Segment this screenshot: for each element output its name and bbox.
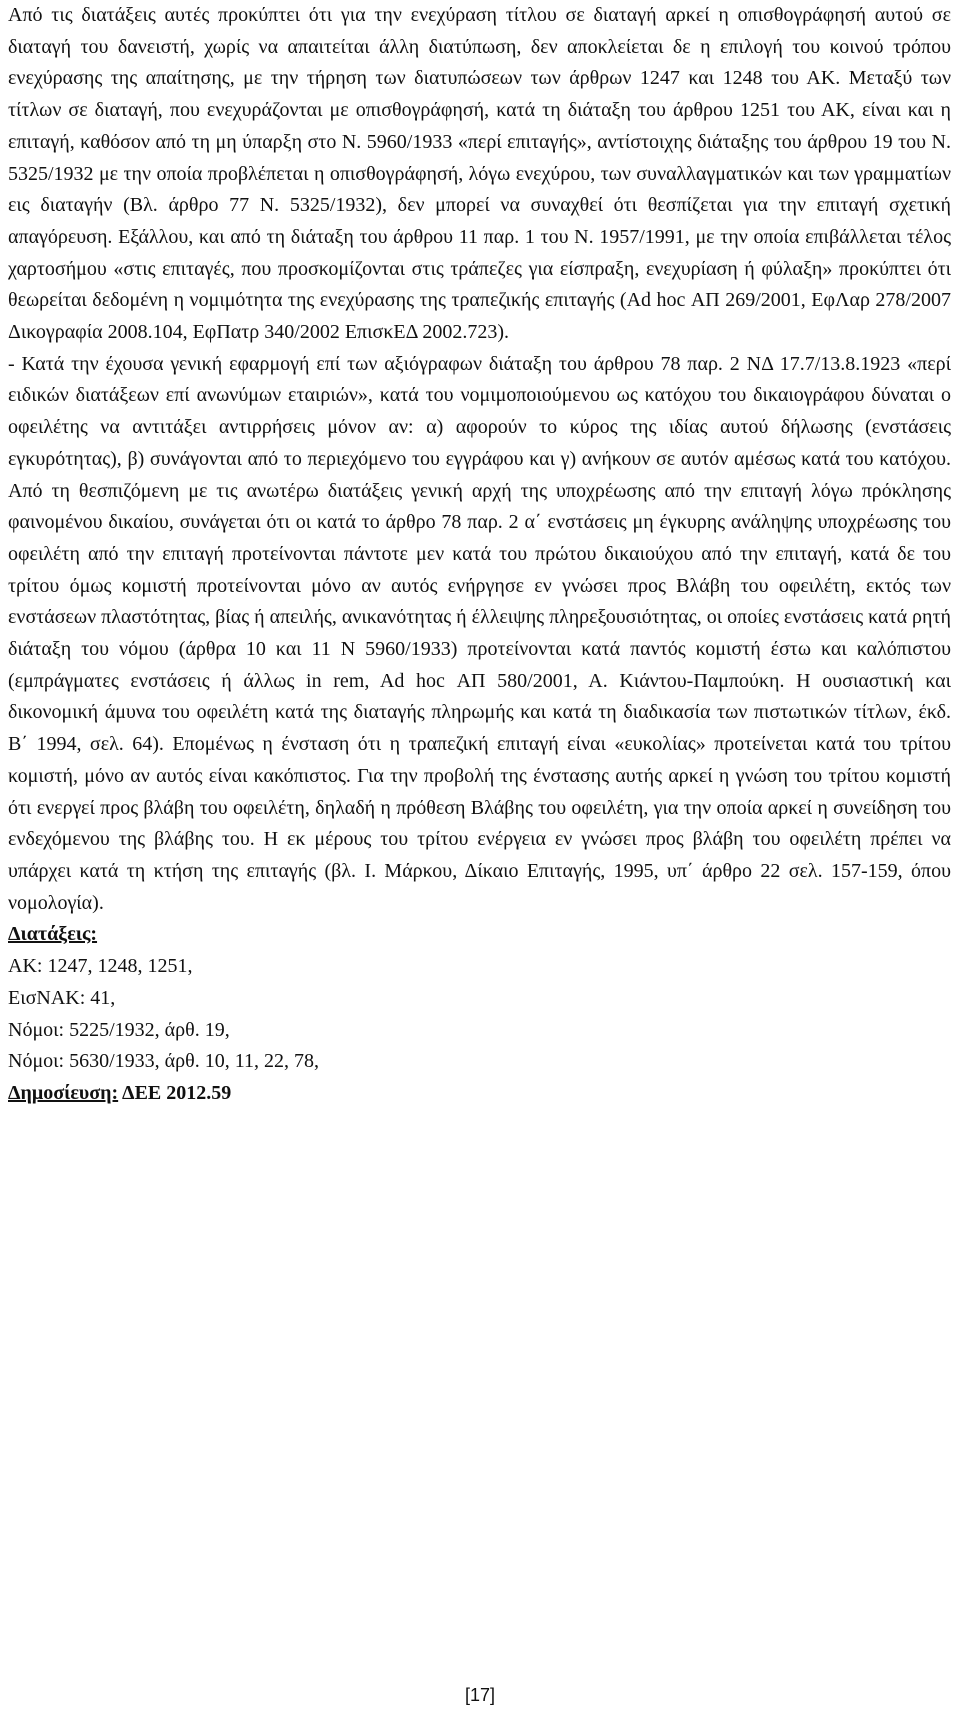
provision-item: ΕισΝΑΚ: 41,: [8, 986, 116, 1009]
provisions-heading: Διατάξεις:: [8, 923, 98, 946]
document-page: [8, 0, 951, 1110]
publication-value: ΔΕΕ 2012.59: [122, 1081, 232, 1104]
provision-item: Νόμοι: 5225/1932, άρθ. 19,: [8, 1018, 230, 1041]
provision-item: Νόμοι: 5630/1933, άρθ. 10, 11, 22, 78,: [8, 1050, 319, 1073]
paragraph: - Κατά την έχουσα γενική εφαρμογή επί των αξιόγραφων διάταξη του άρθρου 78 παρ. 2 ΝΔ 17.7/13.8.1923 «περί ειδικών διατάξεων επί ανωνύμων εταιριών», κατά του νομιμοποιούμενου ως κατόχου του δικαιογράφου δύναται ο οφειλέτης να αντιτάξει αντιρρήσεις μόνον αν: α) αφορούν το κύρος της ιδίας αυτού δήλωσης (ενστάσεις εγκυρότητας), β) συνάγονται από το περιεχόμενο του εγγράφου και γ) ανήκουν σε αυτόν αμέσως κατά του κατόχου. Από τη θεσπιζόμενη με τις ανωτέρω διατάξεις γενική αρχή της υποχρέωσης από την επιταγή λόγω πρόκλησης φαινομένου δικαίου, συνάγεται ότι οι κατά το άρθρο 78 παρ. 2 α΄ ενστάσεις μη έγκυρης ανάληψης υποχρέωσης του οφειλέτη από την επιταγή προτείνονται πάντοτε μεν κατά του πρώτου δικαιούχου από την επιταγή, κατά δε του τρίτου όμως κομιστή προτείνονται μόνο αν αυτός ενήργησε εν γνώσει προς Βλάβη του οφειλέτη, εκτός των ενστάσεων πλαστότητας, βίας ή απειλής, ανικανότητας ή έλλειψης πληρεξουσιότητας, οι οποίες ενστάσεις κατά ρητή διάταξη του νόμου (άρθρα 10 και 11 Ν 5960/1933) προτείνονται κατά παντός κομιστή έστω και καλόπιστου (εμπράγματες ενστάσεις ή άλλως in rem, Ad hoc ΑΠ 580/2001, Α. Κιάντου-Παμπούκη. Η ουσιαστική και δικονομική άμυνα του οφειλέτη κατά της διαταγής πληρωμής και κατά τη διαδικασία των πιστωτικών τίτλων, έκδ. Β΄ 1994, σελ. 64). Επομένως η ένσταση ότι η τραπεζική επιταγή είναι «ευκολίας» προτείνεται κατά του τρίτου κομιστή, μόνο αν αυτός είναι κακόπιστος. Για την προβολή της ένστασης αυτής αρκεί η γνώση του τρίτου κομιστή ότι ενεργεί προς βλάβη του οφειλέτη, δηλαδή η πρόθεση Βλάβης του οφειλέτη, για την οποία αρκεί η συνείδηση του ενδεχόμενου της βλάβης του. Η εκ μέρους του τρίτου ενέργεια εν γνώσει προς βλάβη του οφειλέτη πρέπει να υπάρχει κατά τη κτήση της επιταγής (βλ. Ι. Μάρκου, Δίκαιο Επιταγής, 1995, υπ΄ άρθρο 22 σελ. 157-159, όπου νομολογία).: [8, 352, 951, 914]
paragraph-list: [8, 0, 951, 919]
publication-label: Δημοσίευση:: [8, 1081, 119, 1104]
provisions-section: [8, 919, 951, 1078]
publication-line: [8, 1078, 951, 1110]
page-number: [17]: [464, 1685, 496, 1705]
provision-item: ΑΚ: 1247, 1248, 1251,: [8, 955, 193, 978]
paragraph: Από τις διατάξεις αυτές προκύπτει ότι για την ενεχύραση τίτλου σε διαταγή αρκεί η οπισθογράφησή αυτού σε διαταγή του δανειστή, χωρίς να απαιτείται άλλη διατύπωση, δεν αποκλείεται δε η επιλογή του κοινού τρόπου ενεχύρασης της απαίτησης, με την τήρηση των διατυπώσεων των άρθρων 1247 και 1248 του ΑΚ. Μεταξύ των τίτλων σε διαταγή, που ενεχυράζονται με οπισθογράφησή, κατά τη διάταξη του άρθρου 1251 του ΑΚ, είναι και η επιταγή, καθόσον από τη μη ύπαρξη στο Ν. 5960/1933 «περί επιταγής», αντίστοιχης διάταξης του άρθρου 19 του Ν. 5325/1932 με την οποία προβλέπεται η οπισθογράφησή, λόγω ενεχύρου, των συναλλαγματικών και των γραμματίων εις διαταγήν (Βλ. άρθρο 77 Ν. 5325/1932), δεν μπορεί να συναχθεί ότι θεσπίζεται για την επιταγή σχετική απαγόρευση. Εξάλλου, και από τη διάταξη του άρθρου 11 παρ. 1 του Ν. 1957/1991, με την οποία επιβάλλεται τέλος χαρτοσήμου «στις επιταγές, που προσκομίζονται στις τράπεζες για είσπραξη, ενεχυρίαση ή φύλαξη» προκύπτει ότι θεωρείται δεδομένη η νομιμότητα της ενεχύρασης της τραπεζικής επιταγής (Ad hoc ΑΠ 269/2001, ΕφΛαρ 278/2007 Δικογραφία 2008.104, ΕφΠατρ 340/2002 ΕπισκΕΔ 2002.723).: [8, 4, 951, 344]
